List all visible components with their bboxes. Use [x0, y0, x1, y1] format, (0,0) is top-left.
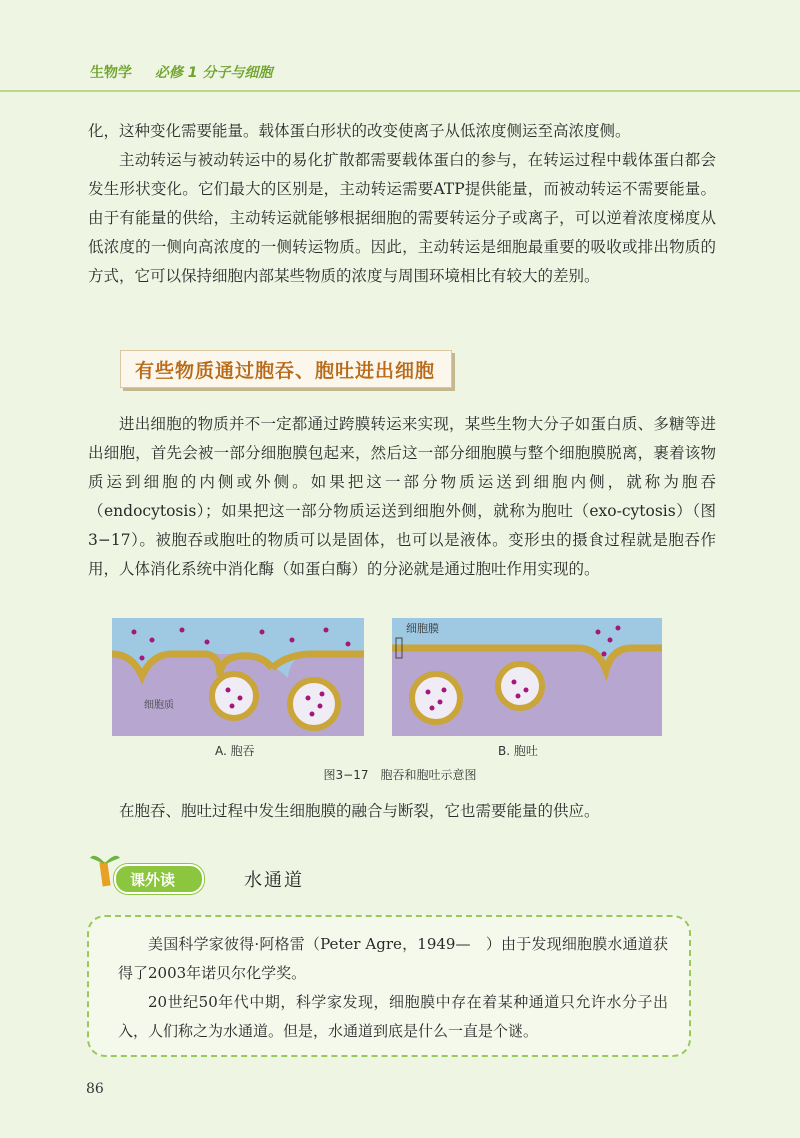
section-title: 有些物质通过胞吞、胞吐进出细胞 — [135, 360, 436, 382]
paragraph-1: 化，这种变化需要能量。载体蛋白形状的改变使离子从低浓度侧运至高浓度侧。 — [88, 122, 631, 140]
section-heading-box — [120, 350, 452, 388]
paragraph-3: 进出细胞的物质并不一定都通过跨膜转运来实现，某些生物大分子如蛋白质、多糖等进出细胞，首先会被一部分细胞膜包起来，然后这一部分细胞膜与整个细胞膜脱离，裹着该物质运到细胞的内侧或外侧。如果把这一部分物质运送到细胞内侧，就称为胞吞（endocytosis）；如果把这一部分物质运送到细胞外侧，就称为胞吐（exo-cytosis）（图3−17）。被胞吞或胞吐的物质可以是固体，也可以是液体。变形虫的摄食过程就是胞吞作用，人体消化系统中消化酶（如蛋白酶）的分泌就是通过胞吐作用实现的。 — [88, 415, 716, 578]
paragraph-4: 在胞吞、胞吐过程中发生细胞膜的融合与断裂，它也需要能量的供应。 — [119, 802, 600, 820]
page-number: 86 — [86, 1081, 104, 1097]
endocytosis-diagram — [112, 618, 364, 736]
reading-label: 课外读 — [130, 871, 176, 889]
vesicle-internalized — [290, 680, 338, 728]
reading-paragraph-1: 美国科学家彼得·阿格雷（Peter Agre，1949— ）由于发现细胞膜水通道获得了2003年诺贝尔化学奖。 — [118, 935, 668, 982]
vesicle-secretory — [412, 674, 460, 722]
page-header — [90, 62, 272, 82]
figure-caption: 图3−17 胞吞和胞吐示意图 — [323, 768, 477, 782]
reading-title: 水通道 — [244, 870, 304, 891]
vesicle-forming — [212, 674, 256, 718]
reading-paragraph-2: 20世纪50年代中期，科学家发现，细胞膜中存在着某种通道只允许水分子出入，人们称之为水通道。但是，水通道到底是什么一直是个谜。 — [118, 993, 668, 1040]
exocytosis-diagram — [392, 618, 662, 736]
vesicle-fusing — [498, 664, 542, 708]
label-membrane: 细胞膜 — [406, 622, 439, 635]
label-cytoplasm: 细胞质 — [144, 700, 174, 711]
reading-pill — [114, 864, 204, 894]
extra-reading-tag — [84, 850, 204, 890]
caption-exocytosis: B. 胞吐 — [498, 744, 538, 758]
caption-endocytosis: A. 胞吞 — [215, 744, 255, 758]
header-volume: 必修 1 分子与细胞 — [154, 65, 273, 81]
header-divider — [0, 90, 800, 92]
paragraph-2: 主动转运与被动转运中的易化扩散都需要载体蛋白的参与，在转运过程中载体蛋白都会发生形状变化。它们最大的区别是，主动转运需要ATP提供能量，而被动转运不需要能量。由于有能量的供给，主动转运就能够根据细胞的需要转运分子或离子，可以逆着浓度梯度从低浓度的一侧向高浓度的一侧转运物质。因此，主动转运是细胞最重要的吸收或排出物质的方式，它可以保持细胞内部某些物质的浓度与周围环境相比有较大的差别。 — [88, 151, 716, 285]
header-subject: 生物学 — [90, 65, 132, 81]
